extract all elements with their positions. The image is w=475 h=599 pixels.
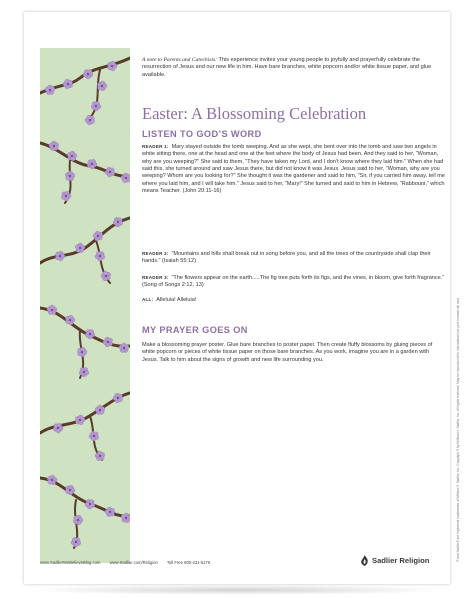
reading-1-text: Mary stayed outside the tomb weeping. And as she wept, she bent over into the tomb and saw two angels in white sitting there, one at the head and one at the feet where the body of Jesus had been. And they said to her, “Woman, why are you weeping?” She said to them, “They have taken my Lord, and I don’t know where they laid him.” When she had said this, she turned around and saw Jesus there, but did not know it was Jesus. Jesus said to her, “Woman, why are you weeping? Whom are you looking for?” She thought it was the gardener and said to him, “Sir, if you carried him away, tell me where you laid him, and I will take him.” Jesus said to her, “Mary!” She turned and said to him in Hebrew, “Rabbouni,” which means Teacher. (John 20:11-16)	[142, 144, 445, 195]
blossom	[77, 347, 87, 357]
reading-2-label: READER 2:	[142, 251, 169, 256]
blossom	[53, 423, 63, 433]
blossom	[89, 431, 99, 441]
reading-2-text: “Mountains and hills shall break out in song before you, and all the trees of the countryside shall clap their hands.” (Isaiah 55:12)	[142, 251, 431, 265]
footer-site-link[interactable]: www.Sadlier.com/Religion	[109, 560, 158, 565]
prayer-heading: MY PRAYER GOES ON	[142, 325, 248, 335]
note-text: This experience invites your young people to joyfully and prayerfully celebrate the resurrection of Jesus and our new life in him. Have bare branches, white popcorn and/or white tissue paper, and glue available.	[142, 57, 432, 78]
reading-1-label: READER 1:	[142, 144, 169, 149]
blossom	[85, 115, 95, 125]
blossom	[45, 85, 55, 95]
page-shadow	[26, 585, 450, 595]
footer-blog-link[interactable]: www.SadlierWeBelieveBlog.com	[40, 560, 101, 565]
blossom	[47, 475, 57, 485]
parent-note	[142, 57, 442, 79]
logo-text: Sadlier Religion	[372, 555, 430, 565]
blossom	[103, 337, 113, 347]
blossom	[75, 243, 85, 253]
note-label: A note to Parents and Catechists:	[142, 57, 218, 63]
blossom	[97, 81, 107, 91]
reading-2	[142, 250, 446, 266]
blossom	[73, 515, 83, 525]
sadlier-logo	[360, 553, 444, 567]
prayer-text: Make a blossoming prayer poster. Glue bare branches to poster paper. Then create fluffy blossoms by gluing pieces of white popcorn or pieces of white tissue paper on those bare branches. As you work, imagine you are in a garden with Jesus. Talk to him about the signs of growth and new life surrounding you.	[142, 342, 433, 363]
cherry-blossom-border	[40, 48, 130, 563]
blossom	[65, 315, 75, 325]
footer	[40, 560, 340, 565]
blossom	[101, 271, 111, 281]
blossom	[67, 151, 77, 161]
copyright-vertical	[456, 297, 466, 562]
blossom	[105, 507, 115, 517]
blossom	[63, 79, 73, 89]
blossom	[119, 343, 129, 353]
blossom	[85, 499, 95, 509]
blossom	[121, 513, 130, 523]
blossom	[47, 305, 57, 315]
reading-3	[142, 274, 446, 290]
reading-3-text: “The flowers appear on the earth.....The fig tree puts forth its figs, and the vines, in bloom, give forth fragrance.” (Song of Songs 2:12, 13)	[142, 275, 445, 289]
sadlier-flame-icon	[360, 555, 369, 566]
blossom	[65, 171, 75, 181]
blossom	[95, 251, 105, 261]
listen-heading: LISTEN TO GOD’S WORD	[142, 129, 262, 139]
worksheet-page	[24, 12, 460, 584]
reading-all	[142, 296, 446, 304]
cherry-blossom-illustration	[40, 48, 130, 563]
blossom	[83, 69, 93, 79]
blossom	[105, 167, 115, 177]
page-title: Easter: A Blossoming Celebration	[142, 104, 367, 123]
reading-all-text: Alleluia! Alleluia!	[156, 297, 197, 303]
blossom	[55, 251, 65, 261]
blossom	[121, 173, 130, 183]
reading-1	[142, 143, 446, 195]
copyright-text: ® and Sadlier® are registered trademarks of William H. Sadlier, Inc. Copyright © by William H. Sadlier, Inc. All rights reserved. May be reproduced for educational use (not commercial use).	[456, 297, 460, 562]
blossom	[71, 537, 81, 547]
blossom	[75, 415, 85, 425]
reading-all-label: ALL:	[142, 297, 154, 302]
reading-3-label: READER 3:	[142, 275, 169, 280]
blossom	[49, 141, 59, 151]
footer-phone: Toll Free 800-221-5175	[166, 560, 211, 565]
blossom	[91, 101, 101, 111]
